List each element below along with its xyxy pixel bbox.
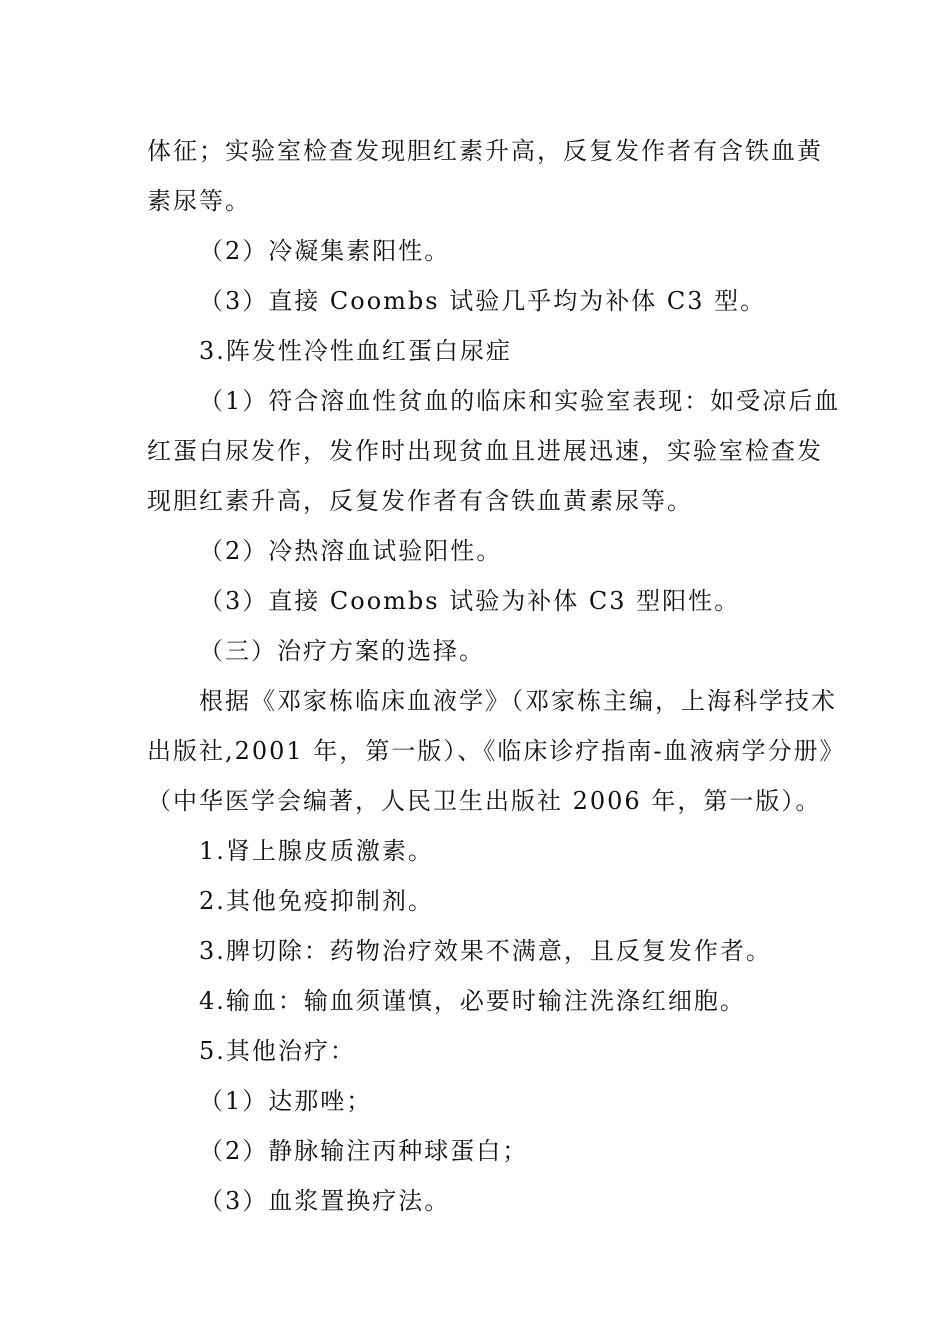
- paragraph-line: 素尿等。: [147, 187, 251, 215]
- paragraph-line: 体征；实验室检查发现胆红素升高，反复发作者有含铁血黄: [147, 137, 823, 165]
- paragraph-line: 现胆红素升高，反复发作者有含铁血黄素尿等。: [147, 487, 693, 515]
- list-item: 2.其他免疫抑制剂。: [199, 887, 434, 915]
- list-item: （3）直接 Coombs 试验几乎均为补体 C3 型。: [199, 287, 767, 315]
- list-item: （3）直接 Coombs 试验为补体 C3 型阳性。: [199, 587, 741, 615]
- paragraph-line: 出版社,2001 年，第一版）、《临床诊疗指南-血液病学分册》: [147, 737, 846, 765]
- list-item: 1.肾上腺皮质激素。: [199, 837, 434, 865]
- list-item: 3.脾切除：药物治疗效果不满意，且反复发作者。: [199, 937, 772, 965]
- list-item: （1）达那唑；: [199, 1087, 373, 1115]
- list-item: （2）冷凝集素阳性。: [199, 237, 451, 265]
- list-item: （2）静脉输注丙种球蛋白；: [199, 1137, 529, 1165]
- list-item: 4.输血：输血须谨慎，必要时输注洗涤红细胞。: [199, 987, 746, 1015]
- list-item: （3）血浆置换疗法。: [199, 1187, 451, 1215]
- paragraph-line: （中华医学会编著，人民卫生出版社 2006 年，第一版）。: [147, 787, 822, 815]
- paragraph-line: 红蛋白尿发作，发作时出现贫血且进展迅速，实验室检查发: [147, 437, 823, 465]
- section-heading: 3.阵发性冷性血红蛋白尿症: [199, 337, 512, 365]
- section-heading: （三）治疗方案的选择。: [199, 637, 485, 665]
- list-item: 5.其他治疗：: [199, 1037, 356, 1065]
- document-body: [147, 126, 846, 1226]
- list-item: （1）符合溶血性贫血的临床和实验室表现：如受凉后血: [199, 387, 841, 415]
- list-item: （2）冷热溶血试验阳性。: [199, 537, 503, 565]
- paragraph-line: 根据《邓家栋临床血液学》（邓家栋主编，上海科学技术: [199, 687, 837, 715]
